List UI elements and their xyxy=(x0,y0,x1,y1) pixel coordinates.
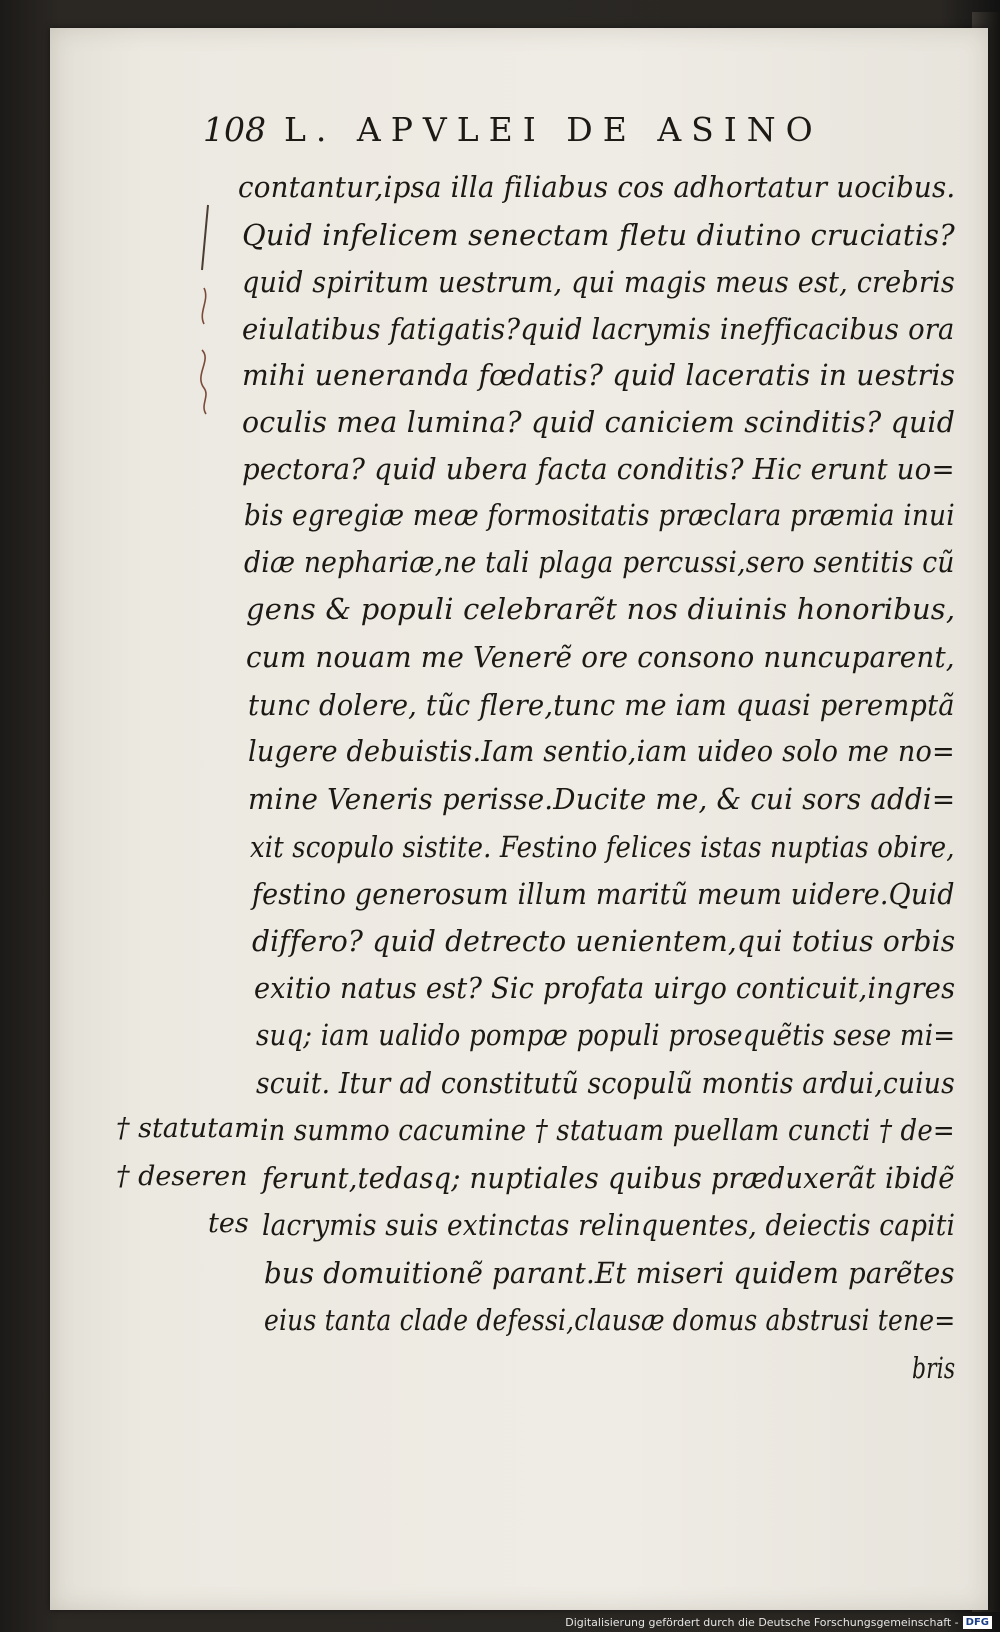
text-line: suq; iam ualido pompæ populi prosequẽtis sese mi= xyxy=(256,1018,956,1052)
pencil-mark-icon xyxy=(190,200,220,430)
text-line: bus domuitionẽ parant.Et miseri quidem parẽtes xyxy=(264,1256,955,1290)
text-line: gens & populi celebrarẽt nos diuinis honoribus, xyxy=(246,592,956,626)
text-line: festino generosum illum maritũ meum uidere.Quid xyxy=(252,877,955,911)
text-line: exitio natus est? Sic profata uirgo conticuit,ingres xyxy=(254,971,956,1005)
text-line: xit scopulo sistite. Festino felices istas nuptias obire, xyxy=(250,830,955,864)
text-line: quid spiritum uestrum, qui magis meus est, crebris xyxy=(242,265,955,299)
text-line: differo? quid detrecto uenientem,qui totius orbis xyxy=(252,924,956,958)
text-line: scuit. Itur ad constitutũ scopulũ montis ardui,cuius xyxy=(256,1066,955,1100)
text-line: ferunt,tedasq; nuptiales quibus præduxerãt ibidẽ xyxy=(262,1161,955,1195)
text-line: mine Veneris perisse.Ducite me, & cui sors addi= xyxy=(248,782,956,816)
text-line: mihi ueneranda fœdatis? quid laceratis in uestris xyxy=(242,358,956,392)
footer-credit: Digitalisierung gefördert durch die Deutsche Forschungsgemeinschaft - xyxy=(565,1616,959,1629)
running-head xyxy=(203,110,823,149)
text-line: bis egregiæ meæ formositatis præclara præmia inui xyxy=(244,498,955,532)
text-line: eiulatibus fatigatis?quid lacrymis inefficacibus ora xyxy=(242,312,955,346)
page-number: 108 xyxy=(203,110,266,149)
margin-note: tes xyxy=(208,1208,249,1239)
text-line: cum nouam me Venerẽ ore consono nuncuparent, xyxy=(246,640,955,674)
text-line: eius tanta clade defessi,clausæ domus abstrusi tene= xyxy=(264,1303,956,1337)
text-line: tunc dolere, tũc flere,tunc me iam quasi peremptã xyxy=(248,688,955,722)
dfg-logo-icon: DFG xyxy=(963,1616,992,1629)
text-line: lacrymis suis extinctas relinquentes, deiectis capiti xyxy=(262,1208,956,1242)
text-line: pectora? quid ubera facta conditis? Hic erunt uo= xyxy=(242,452,955,486)
text-line: oculis mea lumina? quid caniciem scinditis? quid xyxy=(242,405,956,439)
margin-note: † deseren xyxy=(116,1161,248,1192)
digitization-footer xyxy=(565,1616,992,1629)
margin-note: † statutam xyxy=(116,1113,260,1144)
text-line: diæ nephariæ,ne tali plaga percussi,sero sentitis cũ xyxy=(244,545,955,579)
text-line: lugere debuistis.Iam sentio,iam uideo solo me no= xyxy=(248,734,955,768)
text-line: Quid infelicem senectam fletu diutino cruciatis? xyxy=(242,218,955,252)
text-line: in summo cacumine † statuam puellam cuncti † de= xyxy=(260,1113,955,1147)
text-line-catchword: bris xyxy=(912,1351,956,1385)
text-line: contantur,ipsa illa filiabus cos adhortatur uocibus. xyxy=(238,170,956,204)
running-title: L. APVLEI DE ASINO xyxy=(284,110,823,149)
